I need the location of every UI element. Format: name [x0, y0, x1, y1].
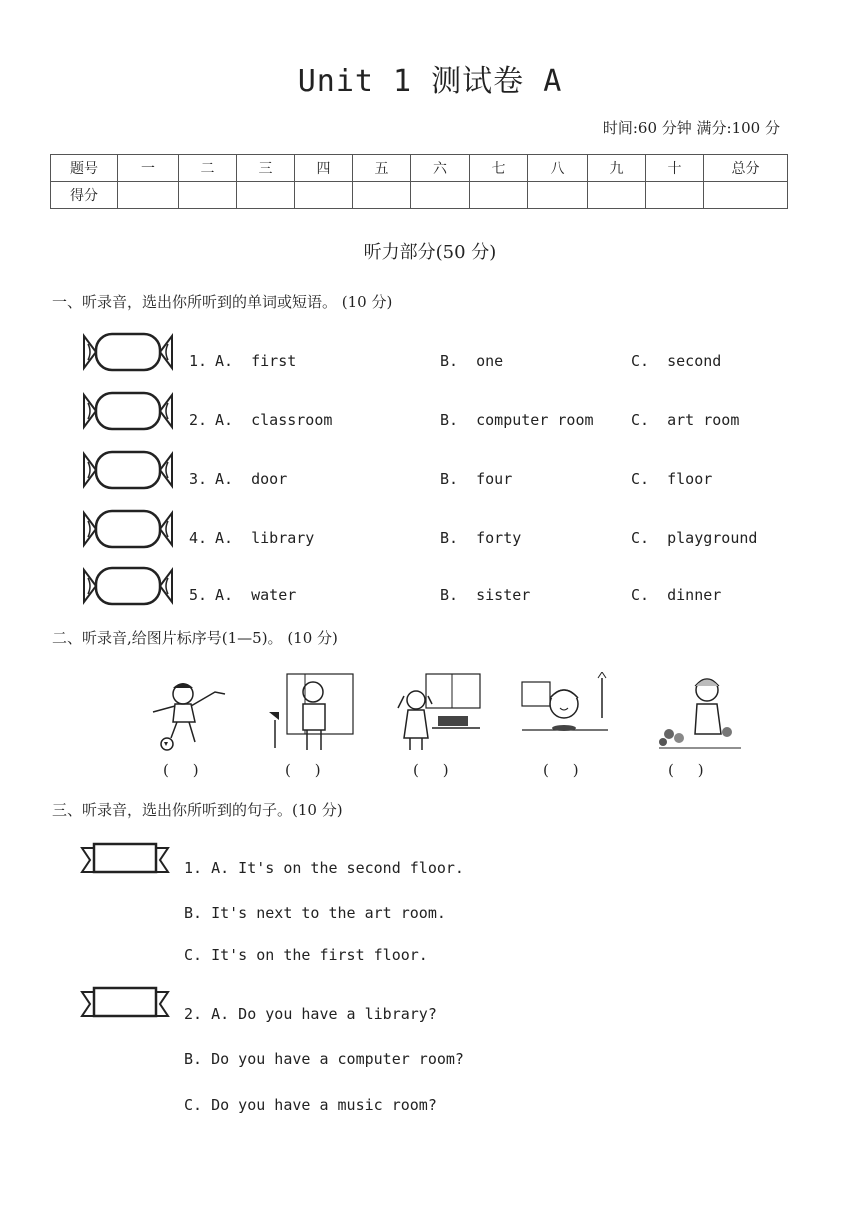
q1-option-b[interactable]: B. one: [440, 352, 504, 370]
score-entry-cell[interactable]: [704, 182, 788, 209]
q5-option-c[interactable]: C. dinner: [631, 586, 722, 604]
table-cell: 题号: [51, 155, 118, 182]
q5-number: 5.: [189, 586, 208, 604]
table-cell: 九: [588, 155, 646, 182]
table-cell: 四: [295, 155, 353, 182]
table-cell: 三: [237, 155, 295, 182]
answer-box-candy-icon[interactable]: [80, 507, 176, 551]
answer-box-candy-icon[interactable]: [80, 389, 176, 433]
score-entry-cell[interactable]: [295, 182, 353, 209]
girl-in-garden-illustration: [655, 672, 745, 752]
girl-eating-illustration: [520, 672, 610, 752]
q3-option-a[interactable]: A. door: [215, 470, 288, 488]
q4-option-c[interactable]: C. playground: [631, 529, 758, 547]
q4-option-a[interactable]: A. library: [215, 529, 315, 547]
score-entry-cell[interactable]: [528, 182, 588, 209]
q5-option-a[interactable]: A. water: [215, 586, 297, 604]
part3-heading: 三、听录音，选出你所听到的句子。(10 分): [52, 801, 343, 819]
table-cell: 总分: [704, 155, 788, 182]
q2-option-a[interactable]: A. classroom: [215, 411, 333, 429]
score-entry-cell[interactable]: [179, 182, 237, 209]
table-cell: 五: [353, 155, 411, 182]
answer-box-ribbon-icon[interactable]: [80, 842, 170, 882]
q2-option-b[interactable]: B. computer room: [440, 411, 594, 429]
score-entry-cell[interactable]: [470, 182, 528, 209]
answer-paren[interactable]: ( ): [543, 761, 579, 779]
person-reading-illustration: [265, 672, 355, 752]
q3-option-c[interactable]: C. floor: [631, 470, 713, 488]
boy-playing-football-illustration: [145, 672, 235, 752]
table-cell: 二: [179, 155, 237, 182]
score-entry-cell[interactable]: [118, 182, 179, 209]
answer-paren[interactable]: ( ): [413, 761, 449, 779]
q4-option-b[interactable]: B. forty: [440, 529, 522, 547]
answer-box-candy-icon[interactable]: [80, 330, 176, 374]
table-cell: 得分: [51, 182, 118, 209]
q3-number: 3.: [189, 470, 208, 488]
answer-paren[interactable]: ( ): [163, 761, 199, 779]
score-table-header-row: [51, 155, 788, 182]
q4-number: 4.: [189, 529, 208, 547]
answer-paren[interactable]: ( ): [668, 761, 704, 779]
score-table: [50, 154, 788, 209]
q1-number: 1.: [189, 352, 208, 370]
score-entry-cell[interactable]: [237, 182, 295, 209]
girl-in-kitchen-illustration: [392, 672, 482, 752]
table-cell: 六: [411, 155, 470, 182]
q1-sentence-b[interactable]: B. It's next to the art room.: [184, 904, 446, 922]
part2-heading: 二、听录音,给图片标序号(1—5)。 (10 分): [52, 629, 338, 647]
q1-option-a[interactable]: A. first: [215, 352, 297, 370]
listening-section-title: 听力部分(50 分): [363, 242, 497, 263]
table-cell: 七: [470, 155, 528, 182]
score-table-score-row: [51, 182, 788, 209]
score-entry-cell[interactable]: [353, 182, 411, 209]
score-entry-cell[interactable]: [588, 182, 646, 209]
q1-sentence-c[interactable]: C. It's on the first floor.: [184, 946, 428, 964]
score-entry-cell[interactable]: [411, 182, 470, 209]
q2-sentence-c[interactable]: C. Do you have a music room?: [184, 1096, 437, 1114]
answer-paren[interactable]: ( ): [285, 761, 321, 779]
q5-option-b[interactable]: B. sister: [440, 586, 531, 604]
q2-option-c[interactable]: C. art room: [631, 411, 740, 429]
page-title: Unit 1 测试卷 A: [297, 64, 563, 99]
q2-sentence-a[interactable]: 2. A. Do you have a library?: [184, 1005, 437, 1023]
answer-box-candy-icon[interactable]: [80, 564, 176, 608]
part1-heading: 一、听录音，选出你所听到的单词或短语。 (10 分): [52, 293, 393, 311]
table-cell: 一: [118, 155, 179, 182]
q2-sentence-b[interactable]: B. Do you have a computer room?: [184, 1050, 464, 1068]
q1-option-c[interactable]: C. second: [631, 352, 722, 370]
q1-sentence-a[interactable]: 1. A. It's on the second floor.: [184, 859, 464, 877]
q2-number: 2.: [189, 411, 208, 429]
table-cell: 八: [528, 155, 588, 182]
answer-box-candy-icon[interactable]: [80, 448, 176, 492]
score-entry-cell[interactable]: [646, 182, 704, 209]
q3-option-b[interactable]: B. four: [440, 470, 513, 488]
table-cell: 十: [646, 155, 704, 182]
answer-box-ribbon-icon[interactable]: [80, 986, 170, 1026]
exam-meta: 时间:60 分钟 满分:100 分: [602, 119, 780, 137]
